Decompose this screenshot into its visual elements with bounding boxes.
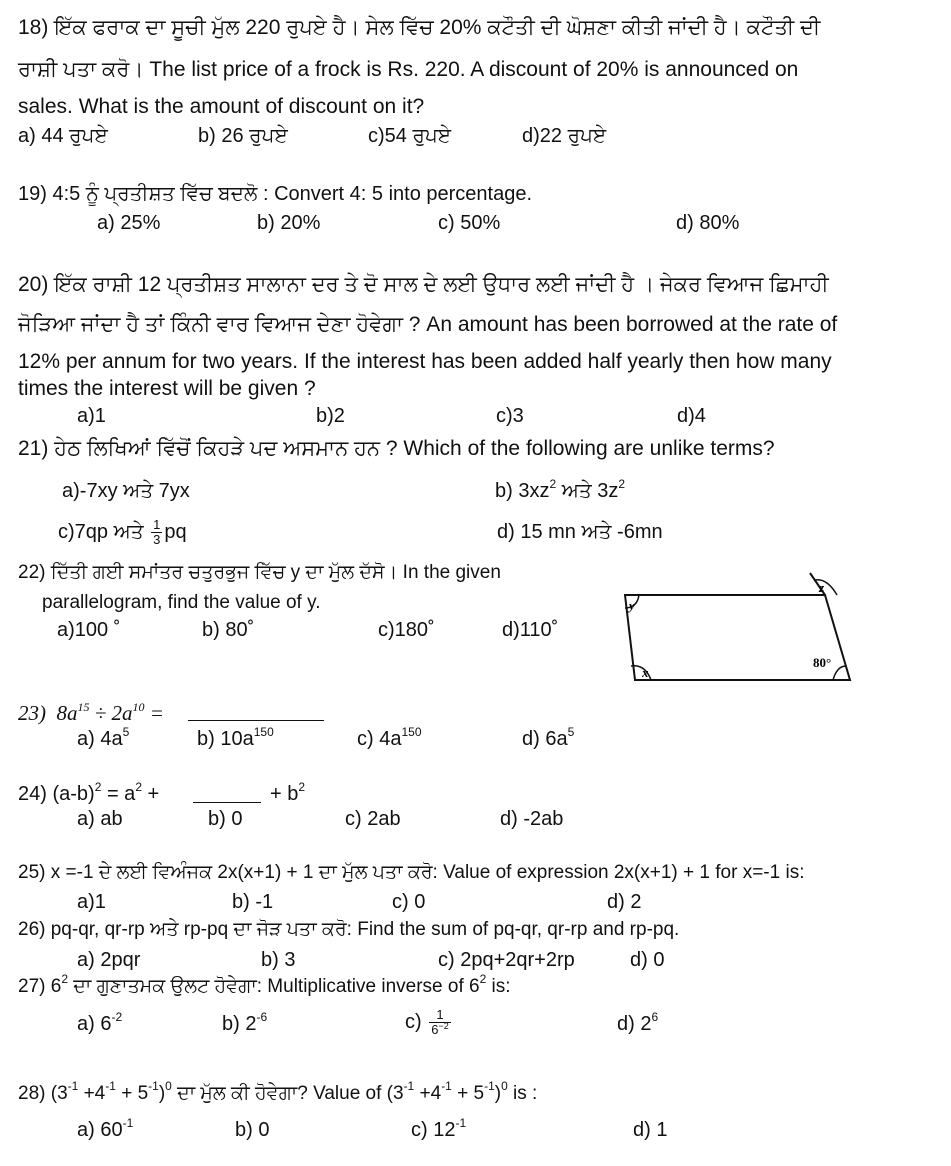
q28-f3: -1 <box>484 1079 495 1093</box>
q28-e2: -1 <box>105 1079 116 1093</box>
q24-answer-blank[interactable] <box>193 802 261 803</box>
angle-arc-80 <box>833 666 846 680</box>
q28-option-a-text: a) 60 <box>77 1119 123 1141</box>
q25-option-d[interactable]: d) 2 <box>607 891 642 913</box>
q21-option-b-mid: ਅਤੇ 3z <box>556 480 619 502</box>
q23-option-d-exp: 5 <box>567 725 575 739</box>
q27-option-d-text: d) 2 <box>617 1013 652 1035</box>
q22-option-b[interactable]: b) 80˚ <box>202 619 255 641</box>
q24-exp1: 2 <box>94 780 102 794</box>
q23-number: 23) <box>18 701 46 725</box>
q24-expression <box>18 782 159 806</box>
parallelogram-figure <box>615 570 860 690</box>
q23-option-a[interactable] <box>77 727 129 751</box>
q23-exp2: 10 <box>132 700 145 714</box>
q18-option-d[interactable]: d)22 ਰੁਪਏ <box>522 125 607 147</box>
q24-option-b[interactable]: b) 0 <box>208 808 243 830</box>
q28-e3: -1 <box>148 1079 159 1093</box>
q27-option-d-exp: 6 <box>651 1010 659 1024</box>
q23-expr-div: ÷ 2a <box>89 701 133 725</box>
q26-option-d[interactable]: d) 0 <box>630 949 665 971</box>
q27-text <box>18 972 511 999</box>
q26-text: 26) pq-qr, qr-rp ਅਤੇ rp-pq ਦਾ ਜੋੜ ਪਤਾ ਕਰੋ: Find the sum of pq-qr, qr-rp and rp-pq. <box>18 919 680 940</box>
q23-option-b-text: b) 10a <box>197 728 254 750</box>
q26-option-a[interactable]: a) 2pqr <box>77 949 141 971</box>
q18-option-a[interactable]: a) 44 ਰੁਪਏ <box>18 125 108 147</box>
q24-exp3: 2 <box>298 780 306 794</box>
q22-option-a[interactable]: a)100 ˚ <box>57 619 121 641</box>
q27-exp2: 2 <box>479 972 487 986</box>
q20-option-d[interactable]: d)4 <box>677 405 706 427</box>
q18-option-b[interactable]: b) 26 ਰੁਪਏ <box>198 125 288 147</box>
q28-q4: ) <box>494 1083 502 1104</box>
q27-option-d[interactable] <box>617 1012 658 1036</box>
q28-f2: -1 <box>441 1079 452 1093</box>
q19-option-d[interactable]: d) 80% <box>676 212 740 234</box>
q24-option-d[interactable]: d) -2ab <box>500 808 564 830</box>
fraction-denominator <box>429 1023 451 1037</box>
q23-option-d-text: d) 6a <box>522 728 568 750</box>
q27-option-a-exp: -2 <box>111 1010 123 1024</box>
q23-option-d[interactable] <box>522 727 574 751</box>
q28-q3: + 5 <box>451 1083 485 1104</box>
q28-e4: 0 <box>165 1079 172 1093</box>
q23-option-b[interactable] <box>197 727 274 751</box>
q20-option-a[interactable]: a)1 <box>77 405 106 427</box>
q27-mid: ਦਾ ਗੁਣਾਤਮਕ ਉਲਟ ਹੋਵੇਗਾ: Multiplicative inverse of 6 <box>68 976 480 997</box>
q24-plus: + <box>142 783 160 805</box>
label-angle-80: 80° <box>813 655 832 670</box>
q27-option-a[interactable] <box>77 1012 122 1036</box>
q24-option-c[interactable]: c) 2ab <box>345 808 401 830</box>
q28-mid: ਦਾ ਮੁੱਲ ਕੀ ਹੋਵੇਗਾ? Value of (3 <box>171 1083 404 1104</box>
q24-exp2: 2 <box>135 780 142 794</box>
q23-option-a-text: a) 4a <box>77 728 123 750</box>
q20-line3: 12% per annum for two years. If the interest has been added half yearly then how many <box>18 350 832 373</box>
q26-option-c[interactable]: c) 2pq+2qr+2rp <box>438 949 575 971</box>
q25-option-a[interactable]: a)1 <box>77 891 106 913</box>
q23-expr-eq: = <box>144 701 164 725</box>
q18-line1: 18) ਇੱਕ ਫਰਾਕ ਦਾ ਸੂਚੀ ਮੁੱਲ 220 ਰੁਪਏ ਹੈ। ਸੇਲ ਵਿੱਚ 20% ਕਟੌਤੀ ਦੀ ਘੋਸ਼ਣਾ ਕੀਤੀ ਜਾਂਦੀ ਹੈ। ਕਟੌਤੀ ਦੀ <box>18 16 821 39</box>
q23-option-c[interactable] <box>357 727 422 751</box>
q21-option-b[interactable] <box>495 479 625 503</box>
q20-option-c[interactable]: c)3 <box>496 405 524 427</box>
q23-expression <box>18 701 164 725</box>
q20-option-b[interactable]: b)2 <box>316 405 345 427</box>
q28-q2: +4 <box>414 1083 442 1104</box>
label-y: y <box>629 598 635 613</box>
q28-option-d[interactable]: d) 1 <box>633 1119 668 1141</box>
q25-option-b[interactable]: b) -1 <box>232 891 274 913</box>
q28-f4: 0 <box>501 1079 508 1093</box>
q24-post <box>270 782 305 806</box>
q24-option-a[interactable]: a) ab <box>77 808 123 830</box>
label-z: z <box>819 580 825 595</box>
q18-line3: sales. What is the amount of discount on it? <box>18 95 425 118</box>
q28-option-a-exp: -1 <box>122 1116 134 1130</box>
q28-option-c-text: c) 12 <box>411 1119 456 1141</box>
q28-p2: +4 <box>78 1083 106 1104</box>
q27-option-c-fraction <box>429 1008 451 1037</box>
q27-post: is: <box>486 976 511 997</box>
q25-text: 25) x =-1 ਦੇ ਲਈ ਵਿਅੰਜਕ 2x(x+1) + 1 ਦਾ ਮੁੱਲ ਪਤਾ ਕਰੋ: Value of expression 2x(x+1) + 1 for x=-1 is: <box>18 862 805 883</box>
fraction-denominator-exp: −2 <box>438 1021 449 1031</box>
q26-option-b[interactable]: b) 3 <box>261 949 296 971</box>
q27-pre: 27) 6 <box>18 976 62 997</box>
q23-option-c-exp: 150 <box>401 725 422 739</box>
label-x: x <box>642 665 649 680</box>
q25-option-c[interactable]: c) 0 <box>392 891 426 913</box>
q27-option-a-text: a) 6 <box>77 1013 112 1035</box>
q22-line2: parallelogram, find the value of y. <box>42 592 321 613</box>
q18-option-c[interactable]: c)54 ਰੁਪਏ <box>368 125 452 147</box>
q21-option-c-pre: c)7qp ਅਤੇ <box>58 520 150 543</box>
fraction-denominator-base: 6 <box>431 1022 439 1037</box>
q22-line1: 22) ਦਿੱਤੀ ਗਈ ਸਮਾਂਤਰ ਚਤੁਰਭੁਜ ਵਿੱਚ y ਦਾ ਮੁੱਲ ਦੱਸੋ। In the given <box>18 562 501 583</box>
q27-option-c[interactable] <box>405 1008 453 1037</box>
q21-option-a[interactable]: a)-7xy ਅਤੇ 7yx <box>62 480 190 502</box>
q28-option-c-exp: -1 <box>455 1116 467 1130</box>
fraction-numerator: 1 <box>429 1008 451 1023</box>
q23-option-b-exp: 150 <box>253 725 274 739</box>
q28-option-b[interactable]: b) 0 <box>235 1119 270 1141</box>
q19-option-c[interactable]: c) 50% <box>438 212 501 234</box>
q27-option-c-text: c) <box>405 1010 422 1033</box>
q23-option-c-text: c) 4a <box>357 728 402 750</box>
q28-p4: ) <box>158 1083 166 1104</box>
q19-text: 19) 4:5 ਨੂੰ ਪ੍ਰਤੀਸ਼ਤ ਵਿੱਚ ਬਦਲੋ : Convert 4: 5 into percentage. <box>18 183 533 205</box>
q28-pre: 28) (3 <box>18 1083 68 1104</box>
q28-text <box>18 1079 538 1106</box>
q22-option-d[interactable]: d)110˚ <box>502 619 559 641</box>
q21-option-c-fraction <box>151 518 162 547</box>
q21-option-c[interactable] <box>58 518 187 547</box>
q21-option-b-exp2: 2 <box>618 477 626 491</box>
q18-line2: ਰਾਸ਼ੀ ਪਤਾ ਕਰੋ। The list price of a frock is Rs. 220. A discount of 20% is announced on <box>18 58 799 81</box>
q28-option-a[interactable] <box>77 1118 133 1142</box>
fraction-numerator: 1 <box>153 517 161 532</box>
q20-line2: ਜੋੜਿਆ ਜਾਂਦਾ ਹੈ ਤਾਂ ਕਿੰਨੀ ਵਾਰ ਵਿਆਜ ਦੇਣਾ ਹੋਵੇਗਾ ? An amount has been borrowed at the rate of <box>18 313 838 336</box>
q22-option-c[interactable]: c)180˚ <box>378 619 435 641</box>
q23-exp1: 15 <box>77 700 90 714</box>
q24-mid: = a <box>101 783 136 805</box>
q21-option-b-exp1: 2 <box>549 477 557 491</box>
q20-line1: 20) ਇੱਕ ਰਾਸ਼ੀ 12 ਪ੍ਰਤੀਸ਼ਤ ਸਾਲਾਨਾ ਦਰ ਤੇ ਦੋ ਸਾਲ ਦੇ ਲਈ ਉਧਾਰ ਲਈ ਜਾਂਦੀ ਹੈ । ਜੇਕਰ ਵਿਆਜ ਛਿਮਾਹੀ <box>18 273 829 296</box>
q27-exp1: 2 <box>61 972 68 986</box>
q28-p3: + 5 <box>115 1083 149 1104</box>
q19-option-b[interactable]: b) 20% <box>257 212 321 234</box>
q23-option-a-exp: 5 <box>122 725 130 739</box>
q21-option-d[interactable]: d) 15 mn ਅਤੇ -6mn <box>497 521 663 543</box>
q21-option-c-post: pq <box>164 520 187 543</box>
q28-option-c[interactable] <box>411 1118 466 1142</box>
q19-option-a[interactable]: a) 25% <box>97 212 161 234</box>
q28-post: is : <box>507 1083 538 1104</box>
fraction-denominator: 3 <box>153 532 161 547</box>
q27-option-b[interactable] <box>222 1012 267 1036</box>
q23-expr-a: 8a <box>56 701 78 725</box>
q20-line4: times the interest will be given ? <box>18 377 316 400</box>
q21-option-b-pre: b) 3xz <box>495 480 550 502</box>
q27-option-b-exp: -6 <box>256 1010 268 1024</box>
q24-pre: 24) (a-b) <box>18 783 95 805</box>
q21-text: 21) ਹੇਠ ਲਿਖਿਆਂ ਵਿੱਚੋਂ ਕਿਹੜੇ ਪਦ ਅਸਮਾਨ ਹਨ ? Which of the following are unlike terms? <box>18 437 775 460</box>
q28-e1: -1 <box>67 1079 79 1093</box>
q28-f1: -1 <box>403 1079 415 1093</box>
q24-post-text: + b <box>270 783 299 805</box>
q23-answer-blank[interactable] <box>188 720 324 721</box>
q27-option-b-text: b) 2 <box>222 1013 257 1035</box>
